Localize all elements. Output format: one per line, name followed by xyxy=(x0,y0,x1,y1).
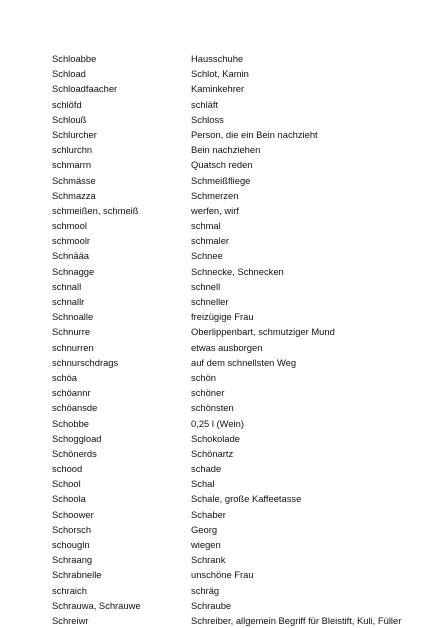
dialect-term: Schreiwr xyxy=(52,614,89,626)
glossary-entry xyxy=(52,355,412,370)
standard-german-meaning: Georg xyxy=(191,523,218,535)
glossary-entry xyxy=(52,385,412,400)
dialect-term: Schoola xyxy=(52,493,86,505)
standard-german-meaning: schneller xyxy=(191,296,229,307)
standard-german-meaning: Schnee xyxy=(191,250,223,262)
dialect-term: Schobbe xyxy=(52,417,90,429)
dialect-term: Schmässe xyxy=(52,174,96,186)
standard-german-meaning: schönsten xyxy=(191,402,234,414)
glossary-entry xyxy=(52,309,412,324)
dialect-term: Schload xyxy=(52,68,86,80)
standard-german-meaning: 0,25 l (Wein) xyxy=(191,417,244,429)
dialect-term: Schlouß xyxy=(52,113,87,125)
dialect-term: schougln xyxy=(52,539,90,550)
standard-german-meaning: Hausschuhe xyxy=(191,53,244,64)
glossary-entry xyxy=(52,97,412,112)
glossary-entry xyxy=(52,370,412,385)
standard-german-meaning: Schönartz xyxy=(191,447,234,459)
dialect-term: Schloabbe xyxy=(52,53,97,64)
standard-german-meaning: freizügige Frau xyxy=(191,311,254,323)
dialect-term: Schnurre xyxy=(52,326,91,338)
dialect-term: schöa xyxy=(52,371,78,383)
standard-german-meaning: Schraube xyxy=(191,599,232,611)
standard-german-meaning: schräg xyxy=(191,584,220,596)
glossary-entry xyxy=(52,248,412,263)
standard-german-meaning: Schnecke, Schnecken xyxy=(191,265,284,277)
glossary-entry xyxy=(52,324,412,339)
glossary-entry xyxy=(52,416,412,431)
dialect-term: schöansde xyxy=(52,402,98,414)
standard-german-meaning: wiegen xyxy=(191,539,221,550)
glossary-entry xyxy=(52,522,412,537)
dialect-term: Schrauwa, Schrauwe xyxy=(52,599,141,611)
glossary-entry xyxy=(52,598,412,613)
glossary-entry xyxy=(52,613,412,628)
standard-german-meaning: Quatsch reden xyxy=(191,159,253,171)
glossary-list xyxy=(52,51,412,628)
glossary-entry xyxy=(52,127,412,142)
standard-german-meaning: werfen, wirf xyxy=(191,204,239,216)
standard-german-meaning: schmal xyxy=(191,220,221,232)
glossary-entry xyxy=(52,81,412,96)
standard-german-meaning: Person, die ein Bein nachzieht xyxy=(191,128,318,140)
standard-german-meaning: schläft xyxy=(191,98,219,110)
dialect-term: schmeißen, schmeiß xyxy=(52,204,139,216)
standard-german-meaning: Schlot, Kamin xyxy=(191,68,249,80)
glossary-entry xyxy=(52,507,412,522)
dialect-term: schmoolr xyxy=(52,235,91,247)
dialect-term: Schraang xyxy=(52,554,93,566)
glossary-entry xyxy=(52,583,412,598)
dialect-term: schnallr xyxy=(52,296,85,307)
standard-german-meaning: Schreiber, allgemein Begriff für Bleistift, Kuli, Füller xyxy=(191,614,402,626)
dialect-term: Schoower xyxy=(52,508,94,520)
glossary-entry xyxy=(52,461,412,476)
standard-german-meaning: Kaminkehrer xyxy=(191,83,245,95)
glossary-entry xyxy=(52,491,412,506)
dialect-term: schmarrn xyxy=(52,159,92,171)
glossary-entry xyxy=(52,552,412,567)
standard-german-meaning: schade xyxy=(191,463,222,475)
glossary-entry xyxy=(52,567,412,582)
standard-german-meaning: schön xyxy=(191,371,217,383)
glossary-entry xyxy=(52,264,412,279)
standard-german-meaning: Schmerzen xyxy=(191,189,239,201)
standard-german-meaning: Bein nachziehen xyxy=(191,144,261,156)
standard-german-meaning: schöner xyxy=(191,387,225,399)
glossary-entry xyxy=(52,51,412,66)
standard-german-meaning: Schloss xyxy=(191,113,224,125)
standard-german-meaning: Schmeißfliege xyxy=(191,174,251,186)
dialect-term: Schnääa xyxy=(52,250,90,262)
dialect-term: School xyxy=(52,478,81,490)
glossary-entry xyxy=(52,279,412,294)
glossary-entry xyxy=(52,446,412,461)
dialect-term: Schorsch xyxy=(52,523,92,535)
dialect-term: schmool xyxy=(52,220,87,232)
glossary-entry xyxy=(52,142,412,157)
dialect-term: Schnagge xyxy=(52,265,95,277)
standard-german-meaning: Schal xyxy=(191,478,215,490)
standard-german-meaning: Schokolade xyxy=(191,432,240,444)
dialect-term: Schoggload xyxy=(52,432,102,444)
glossary-entry xyxy=(52,66,412,81)
dialect-term: Schnoalle xyxy=(52,311,94,323)
standard-german-meaning: Oberlippenbart, schmutziger Mund xyxy=(191,326,335,338)
glossary-entry xyxy=(52,233,412,248)
dialect-term: Schrabnelle xyxy=(52,569,102,581)
glossary-entry xyxy=(52,157,412,172)
standard-german-meaning: Schrank xyxy=(191,554,226,566)
standard-german-meaning: Schaber xyxy=(191,508,226,520)
dialect-term: schöannr xyxy=(52,387,91,399)
dialect-term: schlöfd xyxy=(52,98,82,110)
glossary-entry xyxy=(52,431,412,446)
dialect-term: schlurchn xyxy=(52,144,93,156)
glossary-entry xyxy=(52,476,412,491)
standard-german-meaning: Schale, große Kaffeetasse xyxy=(191,493,302,505)
dialect-term: schnall xyxy=(52,280,82,292)
dialect-term: schnurren xyxy=(52,341,94,353)
dialect-term: Schönerds xyxy=(52,447,97,459)
glossary-entry xyxy=(52,188,412,203)
standard-german-meaning: schnell xyxy=(191,280,221,292)
glossary-entry xyxy=(52,340,412,355)
glossary-entry xyxy=(52,537,412,552)
glossary-entry xyxy=(52,173,412,188)
standard-german-meaning: unschöne Frau xyxy=(191,569,254,581)
dialect-term: Schloadfaacher xyxy=(52,83,118,95)
glossary-entry xyxy=(52,218,412,233)
dialect-term: schraich xyxy=(52,584,87,596)
glossary-entry xyxy=(52,203,412,218)
glossary-entry xyxy=(52,400,412,415)
glossary-entry xyxy=(52,112,412,127)
standard-german-meaning: schmaler xyxy=(191,235,230,247)
dialect-term: schood xyxy=(52,463,83,475)
standard-german-meaning: etwas ausborgen xyxy=(191,341,263,353)
dialect-term: schnurschdrags xyxy=(52,356,119,368)
dialect-term: Schlurcher xyxy=(52,128,97,140)
glossary-entry xyxy=(52,294,412,309)
dialect-term: Schmazza xyxy=(52,189,96,201)
standard-german-meaning: auf dem schnellsten Weg xyxy=(191,356,297,368)
